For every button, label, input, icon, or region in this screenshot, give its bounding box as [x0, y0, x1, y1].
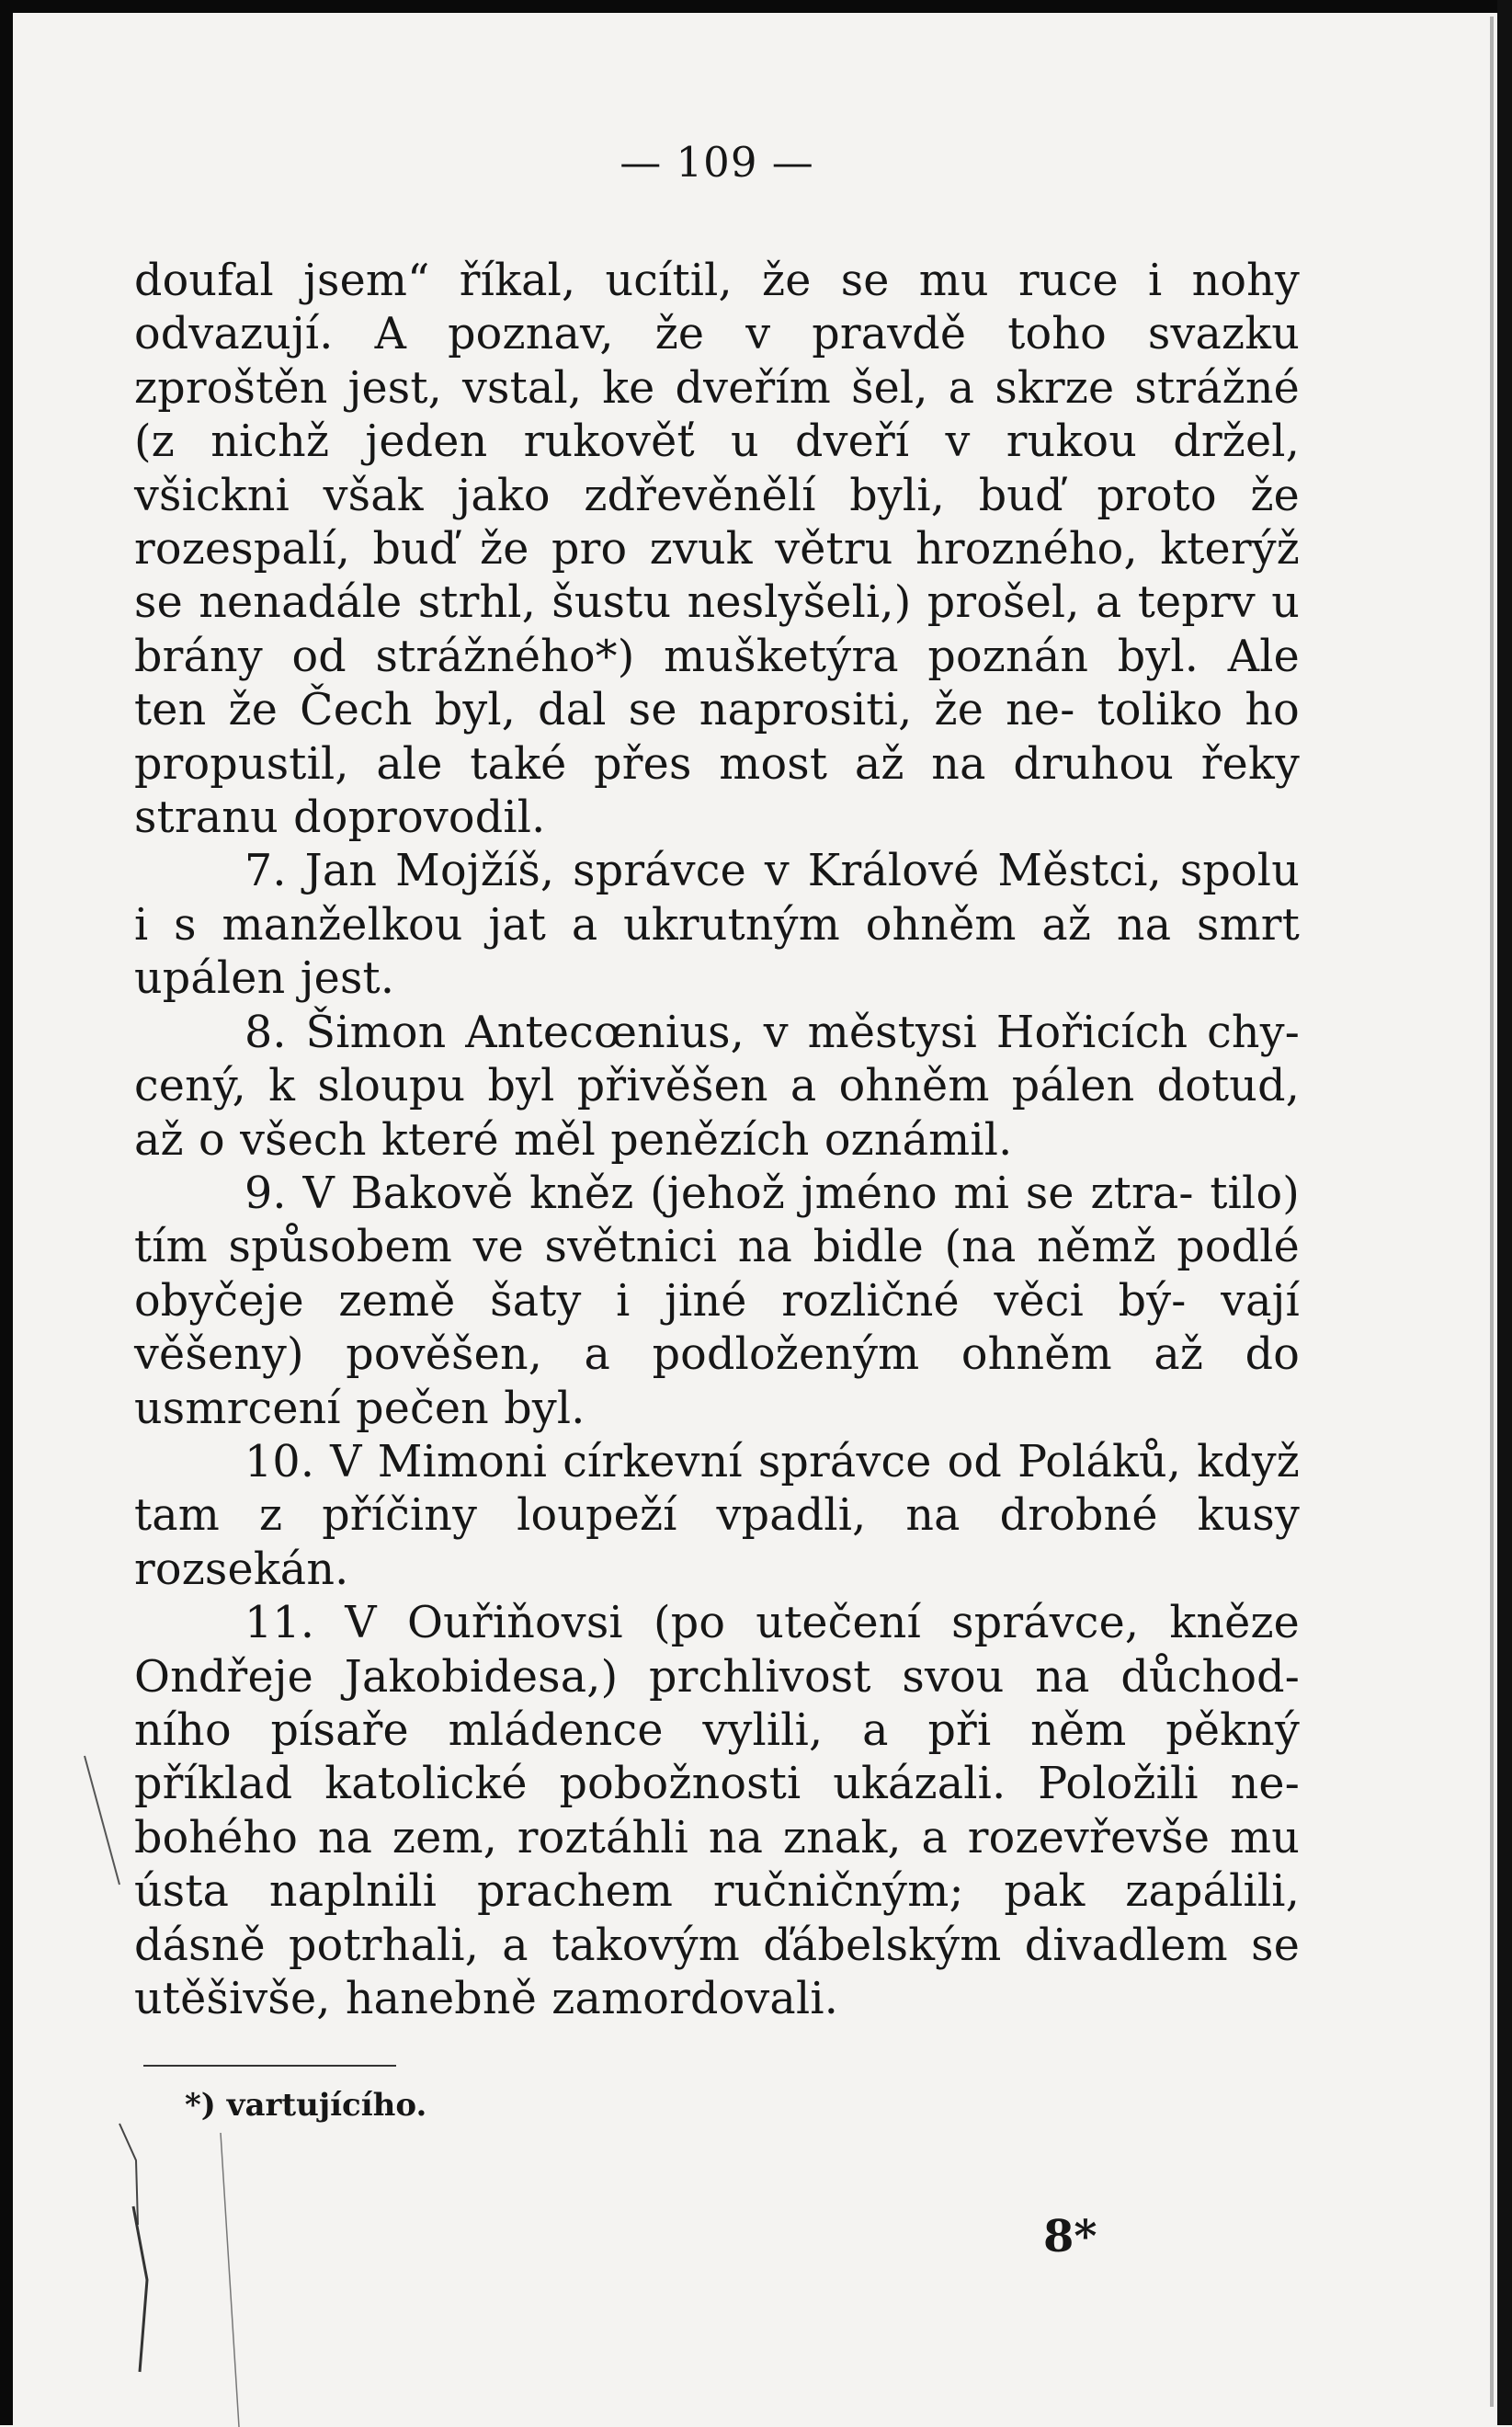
scan-border-left — [0, 0, 13, 2425]
signature-mark: 8* — [1043, 2211, 1097, 2262]
footnote-divider — [143, 2065, 396, 2067]
paragraph-item-8: 8. Šimon Antecœnius, v městysi Hořicích chy- cený, k sloupu byl přivěšen a ohněm pálen dotud, až o všech které měl penězích oznámil. — [134, 1007, 1300, 1166]
paragraph-item-11: 11. V Ouřiňovsi (po utečení správce, kněze Ondřeje Jakobidesa,) prchlivost svou na důchod- ního písaře mládence vylili, a při něm pěkný příklad katolické pobožnosti ukázali. Položili ne- bohého na zem, roztáhli na znak, a rozevřevše mu ústa naplnili prachem ručničným; pak zapálili, dásně potrhali, a takovým ďábelským divadlem se utěšivše, hanebně zamordovali. — [134, 1598, 1300, 2024]
scan-border-top — [0, 0, 1512, 13]
scan-border-right — [1497, 0, 1512, 2425]
page-number: — 109 — — [620, 138, 814, 187]
book-page — [134, 138, 1300, 2124]
paragraph-item-10: 10. V Mimoni církevní správce od Poláků, když tam z příčiny loupeží vpadli, na drobné kusy rozsekán. — [134, 1436, 1300, 1595]
body-text — [134, 255, 1300, 2026]
page-edge-shadow — [1490, 17, 1494, 2407]
paragraph-item-9: 9. V Bakově kněz (jehož jméno mi se ztra- tilo) tím spůsobem ve světnici na bidle (na němž podlé obyčeje země šaty i jiné rozličné věci bý- vají věšeny) pověšen, a podloženým ohněm až do usmrcení pečen byl. — [134, 1168, 1300, 1434]
paragraph-continuation: doufal jsem“ říkal, ucítil, že se mu ruce i nohy odvazují. A poznav, že v pravdě toho svazku zproštěn jest, vstal, ke dveřím šel, a skrze strážné (z nichž jeden rukověť u dveří v rukou držel, všickni však jako zdřevěnělí byli, buď proto že rozespalí, buď že pro zvuk větru hrozného, kterýž se nenadále strhl, šustu neslyšeli,) prošel, a teprv u brány od strážného*) mušketýra poznán byl. Ale ten že Čech byl, dal se naprositi, že ne- toliko ho propustil, ale také přes most až na druhou řeky stranu doprovodil. — [134, 256, 1300, 844]
footnote: *) vartujícího. — [185, 2087, 427, 2125]
paragraph-item-7: 7. Jan Mojžíš, správce v Králové Městci, spolu i s manželkou jat a ukrutným ohněm až na smrt upálen jest. — [134, 846, 1300, 1005]
